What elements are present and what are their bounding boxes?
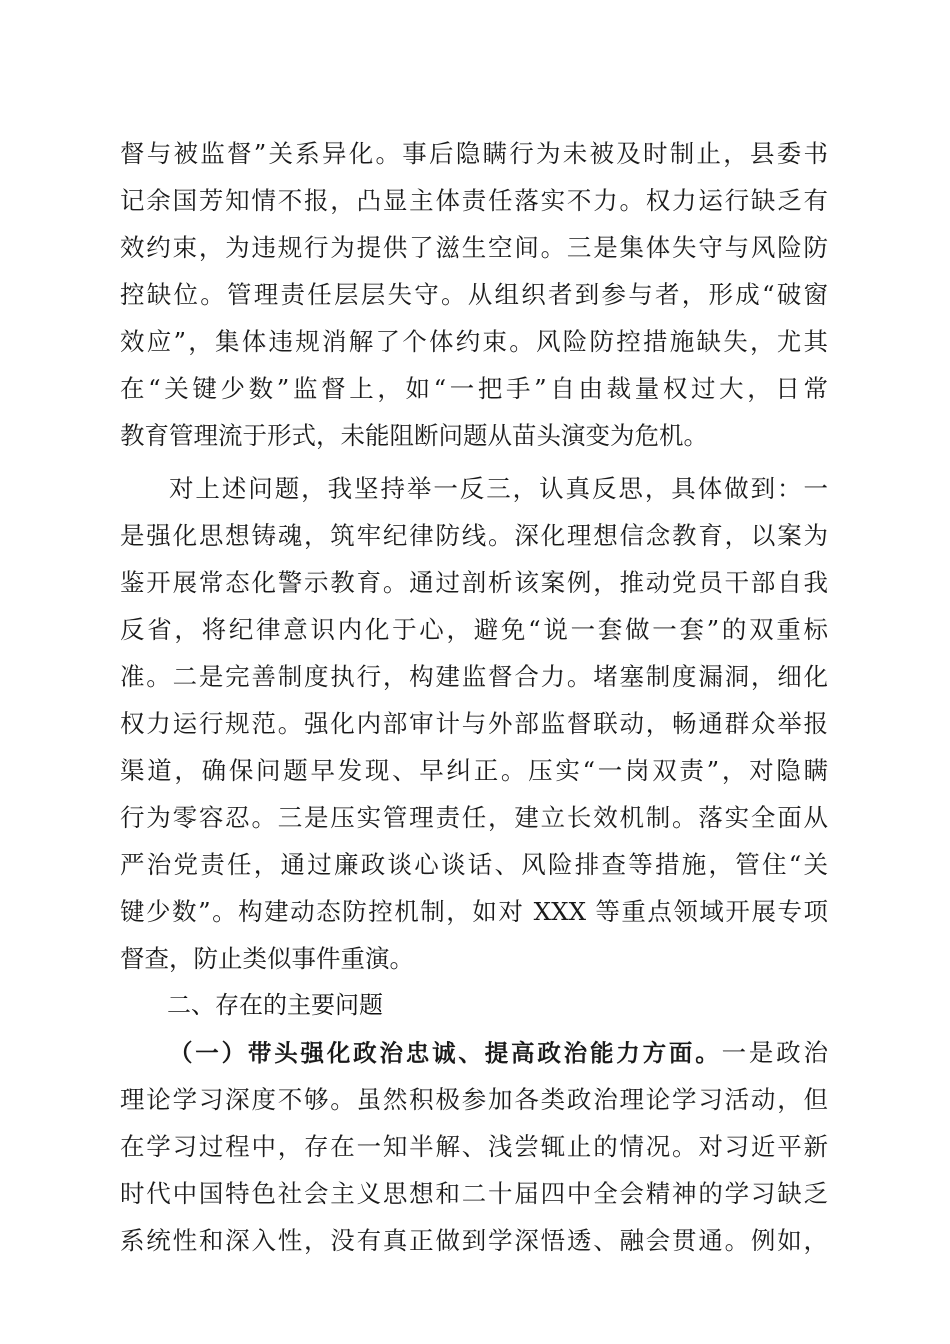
text-line: 对上述问题，我坚持举一反三，认真反思，具体做到：一 <box>169 474 828 503</box>
paragraph-3 <box>120 1029 828 1264</box>
text-line: 反省，将纪律意识内化于心，避免“说一套做一套”的双重标 <box>120 615 828 644</box>
text-line: 权力运行规范。强化内部审计与外部监督联动，畅通群众举报 <box>120 709 828 738</box>
text-line: 在“关键少数”监督上，如“一把手”自由裁量权过大，日常 <box>120 374 828 403</box>
text-run: 一是政治 <box>721 1038 828 1067</box>
text-line: 在学习过程中，存在一知半解、浅尝辄止的情况。对习近平新 <box>120 1132 828 1161</box>
text-line: 准。二是完善制度执行，构建监督合力。堵塞制度漏洞，细化 <box>120 662 828 691</box>
text-line: 记余国芳知情不报，凸显主体责任落实不力。权力运行缺乏有 <box>120 186 828 215</box>
text-line: 行为零容忍。三是压实管理责任，建立长效机制。落实全面从 <box>120 803 828 832</box>
paragraph-1 <box>120 130 828 459</box>
document-body <box>120 130 828 1264</box>
text-line: 效约束，为违规行为提供了滋生空间。三是集体失守与风险防 <box>120 233 828 262</box>
text-line: 键少数”。构建动态防控机制，如对 XXX 等重点领域开展专项 <box>120 897 828 926</box>
text-line: 控缺位。管理责任层层失守。从组织者到参与者，形成“破窗 <box>120 280 828 309</box>
text-line: 理论学习深度不够。虽然积极参加各类政治理论学习活动，但 <box>120 1085 828 1114</box>
text-line: 鉴开展常态化警示教育。通过剖析该案例，推动党员干部自我 <box>120 568 828 597</box>
text-line: 系统性和深入性，没有真正做到学深悟透、融会贯通。例如， <box>120 1226 828 1255</box>
text-line: 严治党责任，通过廉政谈心谈话、风险排查等措施，管住“关 <box>120 850 828 879</box>
section-heading: 二、存在的主要问题 <box>167 991 383 1019</box>
text-line: 督查，防止类似事件重演。 <box>120 944 414 973</box>
text-line: 时代中国特色社会主义思想和二十届四中全会精神的学习缺乏 <box>120 1179 828 1208</box>
text-line: 效应”，集体违规消解了个体约束。风险防控措施缺失，尤其 <box>120 327 828 356</box>
paragraph-2 <box>120 465 828 982</box>
text-line: 教育管理流于形式，未能阻断问题从苗头演变为危机。 <box>120 421 708 450</box>
subsection-heading: （一）带头强化政治忠诚、提高政治能力方面。 <box>169 1039 722 1067</box>
text-line: 督与被监督”关系异化。事后隐瞒行为未被及时制止，县委书 <box>120 139 828 168</box>
text-line: 渠道，确保问题早发现、早纠正。压实“一岗双责”，对隐瞒 <box>120 756 828 785</box>
text-line <box>120 1029 828 1076</box>
text-line: 是强化思想铸魂，筑牢纪律防线。深化理想信念教育，以案为 <box>120 521 828 550</box>
